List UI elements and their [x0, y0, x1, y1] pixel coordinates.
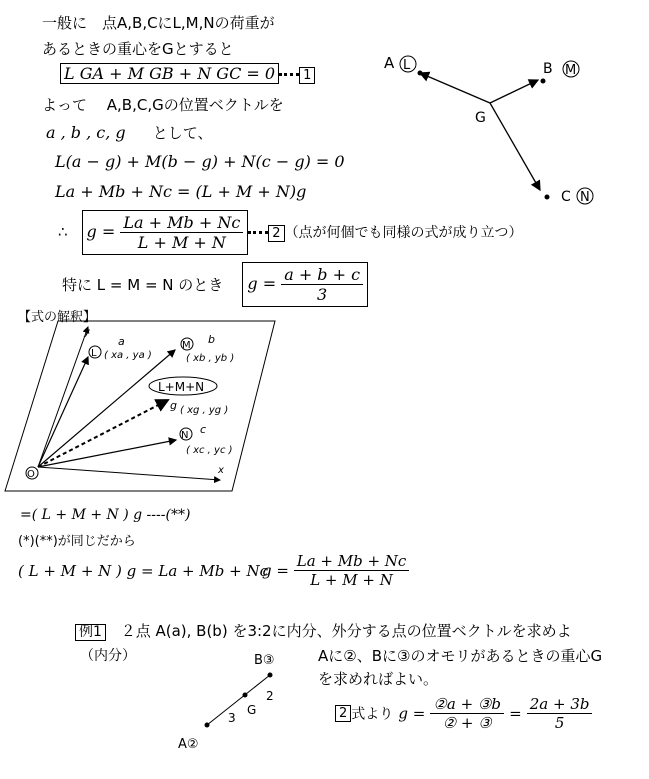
segment-AB [207, 675, 270, 725]
label-A: A [384, 54, 395, 72]
point-A-example [205, 723, 210, 728]
dotted-leader-2 [248, 231, 268, 234]
example-1-tag: 例1 [75, 624, 106, 641]
M-coordinates: ( xb , yb ) [186, 353, 235, 364]
interp-eq-a: ( L + M + N ) g = La + Mb + Nc [18, 562, 268, 580]
plane-header: 【式の解釈】 [18, 310, 97, 325]
interp-same-text: (*)(**)が同じだから [18, 534, 136, 549]
interp-eq-line: =( L + M + N ) g ----(**) [20, 507, 191, 523]
vector-c [38, 440, 176, 467]
vector-g [38, 400, 168, 467]
example-fraction-2 [527, 695, 593, 732]
eq5-denominator: 3 [317, 285, 328, 304]
label-B: B [543, 61, 553, 77]
x-axis [38, 467, 220, 480]
point-A [418, 71, 423, 76]
eq5-lhs: g = [247, 274, 277, 293]
origin-label: O [27, 469, 35, 480]
example-ratio-2: 2 [266, 689, 274, 703]
example-desc-1: Aに②、Bに③のオモリがあるときの重心G [318, 647, 603, 665]
arrow-to-A [420, 73, 490, 103]
equation-5-box [242, 262, 368, 307]
eq4-lhs: g = [86, 222, 116, 241]
example-den-1: ② + ③ [442, 714, 492, 732]
therefore-symbol: ∴ [58, 223, 68, 241]
weight-N-label: N [181, 430, 189, 441]
interp-eq-b-fraction [294, 552, 410, 589]
eq4-fraction [120, 213, 243, 252]
example-eq-equals: = [509, 704, 522, 723]
example-label-A: A② [178, 737, 199, 752]
centroid-diagram [375, 40, 605, 215]
example-label-B: B③ [254, 653, 275, 668]
label-L: L [403, 58, 411, 73]
example-solution [335, 695, 592, 732]
interp-eq-b-lhs: g = [262, 561, 289, 580]
N-coordinates: ( xc , yc ) [186, 445, 233, 456]
x-axis-label: x [218, 465, 224, 476]
y-axis-label: y [84, 327, 90, 338]
example-num-2: 2a + 3b [527, 695, 593, 714]
example-desc-2: を求めればよい。 [318, 670, 439, 688]
arrow-to-B [490, 80, 538, 103]
equation-3: La + Mb + Nc = (L + M + N)g [55, 182, 307, 201]
interp-eq-b-den: L + M + N [310, 571, 393, 589]
equation-1 [60, 64, 315, 84]
L-coordinates: ( xa , ya ) [104, 350, 152, 361]
example-ratio-3: 3 [228, 711, 236, 725]
example-1-text: ２点 A(a), B(b) を3:2に内分、外分する点の位置ベクトルを求めよ [120, 622, 572, 640]
example-1-problem [75, 620, 572, 641]
point-B [541, 79, 546, 84]
tag-1: 1 [299, 67, 315, 84]
point-B-example [268, 673, 273, 678]
eq4-denominator: L + M + N [137, 233, 226, 252]
intro-line-4 [46, 122, 212, 143]
vector-c-label: c [200, 423, 207, 436]
label-C: C [561, 189, 571, 205]
label-M: M [565, 63, 577, 78]
intro-line-4-rest: として、 [152, 124, 213, 142]
point-G-example [243, 693, 248, 698]
intro-line-1: 一般に 点A,B,CにL,M,Nの荷重が [42, 14, 275, 32]
plane-diagram [0, 305, 290, 505]
vector-a-label: a [118, 335, 125, 348]
equation-1-box: L GA + M GB + N GC = 0 [60, 63, 279, 84]
interp-eq-b [262, 552, 409, 589]
eq4-numerator: La + Mb + Nc [120, 213, 243, 233]
arrow-to-C [490, 103, 540, 190]
equation-2: L(a − g) + M(b − g) + N(c − g) = 0 [55, 152, 345, 171]
LMN-label: L+M+N [158, 380, 205, 394]
equation-4-box [82, 210, 249, 255]
example-fraction-1 [430, 695, 504, 732]
label-G: G [475, 110, 486, 126]
note-2: （点が何個でも同様の式が成り立つ） [284, 225, 523, 241]
point-C [545, 195, 550, 200]
vector-b-label: b [208, 333, 215, 346]
example-den-2: 5 [554, 714, 565, 732]
label-N: N [580, 190, 590, 205]
vector-g-label: g [170, 399, 177, 412]
intro-line-2: あるときの重心をGとすると [42, 40, 234, 58]
eq5-fraction [281, 265, 363, 304]
example-from-text: 式より [351, 706, 394, 723]
weight-L-label: L [91, 348, 97, 359]
intro-line-3: よって A,B,C,Gの位置ベクトルを [42, 96, 284, 114]
example-label-G: G [247, 703, 257, 717]
equation-4 [58, 210, 523, 255]
eq5-numerator: a + b + c [281, 265, 363, 285]
special-case-text: 特に L = M = N のとき [62, 276, 224, 294]
example-1-case: （内分） [80, 648, 136, 664]
example-eq-lhs: g = [398, 704, 426, 723]
example-num-1: ②a + ③b [430, 695, 504, 714]
example-diagram [170, 650, 300, 755]
G-coordinates: ( xg , yg ) [180, 405, 229, 416]
vector-a [38, 357, 88, 467]
weight-M-label: M [182, 340, 191, 351]
interp-eq-b-num: La + Mb + Nc [294, 552, 410, 571]
example-tag-2: 2 [335, 705, 351, 722]
dotted-leader [279, 73, 299, 76]
vector-list: a , b , c, g [46, 123, 126, 142]
special-case [62, 262, 368, 307]
tag-2: 2 [268, 225, 284, 242]
